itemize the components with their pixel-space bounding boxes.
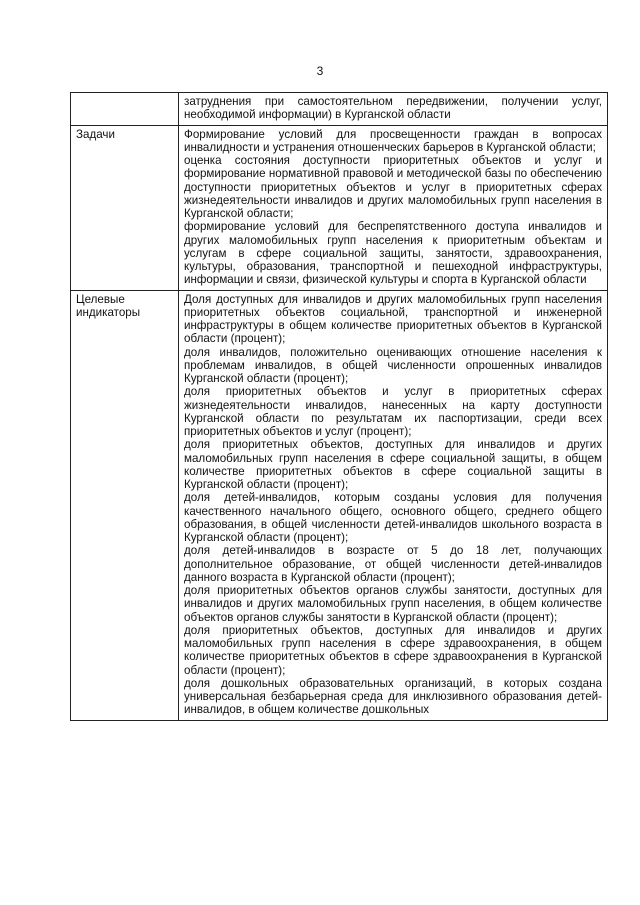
paragraph: доля инвалидов, положительно оценивающих отношение населения к проблемам инвалидов, в общей численности опрошенных инвалидов Курганской области (процент); [184,345,602,385]
row-label: Целевые индикаторы [71,290,179,720]
paragraph: оценка состояния доступности приоритетных объектов и услуг и формирование нормативной правовой и методической базы по обеспечению доступности приоритетных объектов и услуг в приоритетных сферах жизнедеятельности инвалидов и других маломобильных групп населения в Курганской области; [184,154,602,220]
row-content [179,290,608,720]
paragraph: доля приоритетных объектов органов службы занятости, доступных для инвалидов и других маломобильных групп населения, в общем количестве объектов органов службы занятости в Курганской области (процент); [184,584,602,624]
paragraph: доля приоритетных объектов, доступных для инвалидов и других маломобильных групп населения в сфере социальной защиты, в общем количестве приоритетных объектов в сфере социальной защиты в Курганской области (процент); [184,438,602,491]
row-content [179,93,608,126]
paragraph: Формирование условий для просвещенности граждан в вопросах инвалидности и устранения отношенческих барьеров в Курганской области; [184,127,602,154]
paragraph: затруднения при самостоятельном передвижении, получении услуг, необходимой информации) в Курганской области [184,95,602,122]
row-content [179,125,608,290]
table-row-continuation [71,93,608,126]
table-row-target-indicators [71,290,608,720]
paragraph: доля дошкольных образовательных организаций, в которых создана универсальная безбарьерная среда для инклюзивного образования детей-инвалидов, в общем количестве дошкольных [184,676,602,717]
paragraph: доля детей-инвалидов в возрасте от 5 до 18 лет, получающих дополнительное образование, от общей численности детей-инвалидов данного возраста в Курганской области (процент); [184,544,602,584]
paragraph: формирование условий для беспрепятственного доступа инвалидов и других маломобильных групп населения к приоритетным объектам и услугам в сфере социальной защиты, занятости, здравоохранения, культуры, образования, транспортной и пешеходной инфраструктуры, информации и связи, физической культуры и спорта в Курганской области [184,220,602,287]
paragraph: Доля доступных для инвалидов и других маломобильных групп населения приоритетных объектов социальной, транспортной и инженерной инфраструктуры в общем количестве приоритетных объектов в Курганской области (процент); [184,292,602,346]
page-number: 3 [316,64,324,78]
row-label [71,93,179,126]
paragraph: доля детей-инвалидов, которым созданы условия для получения качественного начального общего, основного общего, среднего общего образования, в общей численности детей-инвалидов школьного возраста в Курганской области (процент); [184,491,602,544]
passport-table [70,92,608,721]
paragraph: доля приоритетных объектов, доступных для инвалидов и других маломобильных групп населения в сфере здравоохранения, в общем количестве приоритетных объектов в сфере здравоохранения в Курганской области (процент); [184,623,602,677]
paragraph: доля приоритетных объектов и услуг в приоритетных сферах жизнедеятельности инвалидов, нанесенных на карту доступности Курганской области по результатам их паспортизации, среди всех приоритетных объектов и услуг (процент); [184,385,602,438]
table-row-tasks [71,125,608,290]
row-label: Задачи [71,125,179,290]
